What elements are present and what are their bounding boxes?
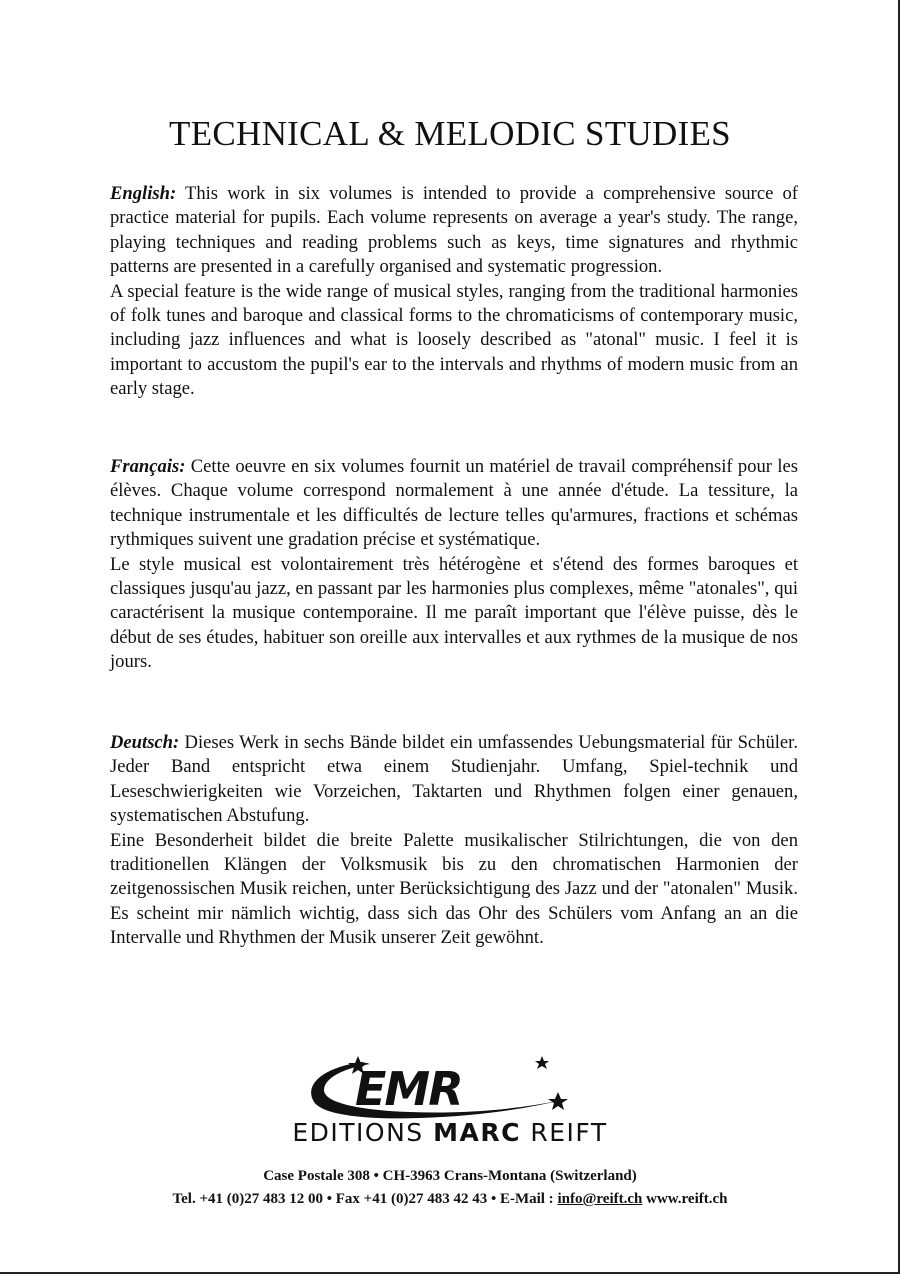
publisher-contact [0,1188,900,1210]
french-paragraph-1 [110,455,798,553]
publisher-name-part-3: REIFT [530,1118,608,1147]
section-english [110,182,798,402]
website-link[interactable]: www.reift.ch [646,1191,728,1207]
french-label: Français: [110,456,186,477]
star-icon [548,1092,568,1110]
publisher-name-part-2: MARC [433,1118,521,1147]
english-label: English: [110,183,177,204]
publisher-name [0,1118,900,1147]
german-paragraph-2: Eine Besonderheit bildet die breite Palette musikalischer Stilrichtungen, die von den traditionellen Klängen der Volksmusik bis zu den chromatischen Harmonien der zeitgenossischen Musik reichen, unter Berücksichtigung des Jazz und der "atonalen" Musik. Es scheint mir nämlich wichtig, dass sich das Ohr des Schülers vom Anfang an an die Intervalle und Rhythmen der Musik unserer Zeit gewöhnt. [110,829,798,949]
publisher-address: Case Postale 308 • CH-3963 Crans-Montana (Switzerland) [263,1168,637,1184]
english-text-1: This work in six volumes is intended to provide a comprehensive source of practice material for pupils. Each volume represents on average a year's study. The range, playing techniques and reading problems such as keys, time signatures and rhythmic patterns are presented in a carefully organised and systematic progression. [110,183,799,278]
emr-wordmark: EMR [355,1062,462,1116]
english-paragraph-1 [110,182,798,280]
star-icon [535,1056,549,1069]
french-paragraph-2: Le style musical est volontairement très hétérogène et s'étend des formes baroques et classiques jusqu'au jazz, en passant par les harmonies plus complexes, même "atonales", qui caractérisent la musique contemporaine. Il me paraît important que l'élève puisse, dès le début de ses études, habituer son oreille aux intervalles et aux rythmes de la musique de nos jours. [110,553,798,673]
french-text-1: Cette oeuvre en six volumes fournit un matériel de travail compréhensif pour les élèves. Chaque volume correspond normalement à une année d'étude. La tessiture, la technique instrumentale et les difficultés de lecture telles qu'armures, fractions et schémas rythmiques suivent une gradation précise et systématique. [110,456,798,551]
section-german [110,731,798,951]
german-text-1: Dieses Werk in sechs Bände bildet ein umfassendes Uebungsmaterial für Schüler. Jeder Band entspricht etwa einem Studienjahr. Umfang, Spiel-technik und Leseschwierigkeiten wie Vorzeichen, Taktarten und Rhythmen folgen einer genauen, systematischen Abstufung. [110,732,798,827]
german-label: Deutsch: [110,732,180,753]
page-title: TECHNICAL & MELODIC STUDIES [169,114,731,153]
english-paragraph-2: A special feature is the wide range of musical styles, ranging from the traditional harmonies of folk tunes and baroque and classical forms to the chromaticisms of contemporary music, including jazz influences and what is loosely described as "atonal" music. I feel it is important to accustom the pupil's ear to the intervals and rhythms of modern music from an early stage. [110,280,798,400]
publisher-name-part-1: EDITIONS [292,1118,424,1147]
german-paragraph-1 [110,731,798,829]
section-french [110,455,798,675]
email-link[interactable]: info@reift.ch [557,1191,643,1207]
contact-phone-fax: Tel. +41 (0)27 483 12 00 • Fax +41 (0)27 483 42 43 • E-Mail : [172,1191,558,1207]
